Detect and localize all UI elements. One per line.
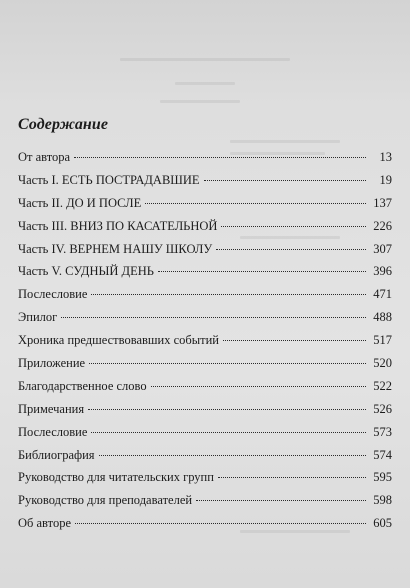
toc-entry-label: Хроника предшествовавших событий — [18, 333, 219, 348]
toc-entry-page-number: 526 — [373, 401, 392, 416]
toc-entry-page-number: 307 — [373, 241, 392, 256]
toc-entry — [18, 379, 392, 402]
toc-entry — [18, 425, 392, 448]
toc-entry — [18, 516, 392, 539]
toc-list — [18, 150, 392, 539]
toc-entry-page-number: 471 — [373, 287, 392, 302]
dot-leader — [75, 523, 366, 524]
toc-entry-page-number: 19 — [379, 172, 392, 187]
toc-entry — [18, 287, 392, 310]
toc-entry — [18, 448, 392, 471]
toc-entry-page-number: 573 — [373, 424, 392, 439]
dot-leader — [145, 203, 366, 204]
dot-leader — [158, 271, 366, 272]
toc-entry-page-number: 396 — [373, 264, 392, 279]
toc-entry-page-number: 574 — [373, 447, 392, 462]
dot-leader — [218, 477, 366, 478]
toc-entry-label: Часть II. ДО И ПОСЛЕ — [18, 195, 142, 210]
dot-leader — [89, 363, 366, 364]
toc-entry-page-number: 595 — [373, 470, 392, 485]
toc-entry-label: Примечания — [18, 401, 85, 416]
toc-entry — [18, 196, 392, 219]
toc-entry-label: Об авторе — [18, 516, 71, 531]
toc-entry-label: От автора — [18, 150, 71, 164]
toc-entry-label: Библиография — [18, 447, 95, 462]
toc-entry-page-number: 517 — [373, 333, 392, 348]
toc-entry — [18, 470, 392, 493]
dot-leader — [196, 500, 366, 501]
toc-entry-page-number: 137 — [373, 195, 392, 210]
toc-entry — [18, 173, 392, 196]
show-through-mark — [160, 100, 240, 103]
toc-entry-label: Приложение — [18, 356, 86, 371]
toc-entry — [18, 402, 392, 425]
dot-leader — [221, 226, 366, 227]
toc-entry-label: Благодарственное слово — [18, 378, 147, 393]
toc-entry — [18, 242, 392, 265]
show-through-mark — [175, 82, 235, 85]
toc-entry-label: Послесловие — [18, 424, 88, 439]
dot-leader — [204, 180, 366, 181]
toc-entry-label: Часть III. ВНИЗ ПО КАСАТЕЛЬНОЙ — [18, 218, 218, 233]
toc-entry — [18, 356, 392, 379]
toc-entry-page-number: 605 — [373, 516, 392, 531]
dot-leader — [74, 157, 366, 158]
toc-entry-page-number: 226 — [373, 218, 392, 233]
dot-leader — [151, 386, 366, 387]
toc-entry-label: Часть IV. ВЕРНЕМ НАШУ ШКОЛУ — [18, 241, 213, 256]
toc-entry — [18, 333, 392, 356]
toc-entry-label: Часть I. ЕСТЬ ПОСТРАДАВШИЕ — [18, 172, 200, 187]
table-of-contents — [18, 116, 392, 539]
dot-leader — [223, 340, 366, 341]
toc-entry-label: Эпилог — [18, 310, 58, 325]
toc-entry-page-number: 522 — [373, 378, 392, 393]
toc-title: Содержание — [18, 116, 109, 133]
toc-entry-label: Послесловие — [18, 287, 88, 302]
dot-leader — [216, 249, 366, 250]
toc-entry — [18, 310, 392, 333]
toc-entry-page-number: 520 — [373, 356, 392, 371]
toc-entry — [18, 264, 392, 287]
toc-entry — [18, 150, 392, 173]
toc-entry-page-number: 488 — [373, 310, 392, 325]
toc-entry — [18, 219, 392, 242]
dot-leader — [91, 432, 366, 433]
dot-leader — [91, 294, 366, 295]
dot-leader — [99, 455, 366, 456]
toc-entry-page-number: 598 — [373, 493, 392, 508]
toc-entry-label: Руководство для читательских групп — [18, 470, 214, 485]
dot-leader — [88, 409, 366, 410]
show-through-mark — [120, 58, 290, 61]
toc-entry-page-number: 13 — [379, 150, 392, 164]
toc-entry — [18, 493, 392, 516]
toc-entry-label: Руководство для преподавателей — [18, 493, 193, 508]
dot-leader — [61, 317, 366, 318]
toc-entry-label: Часть V. СУДНЫЙ ДЕНЬ — [18, 264, 154, 279]
